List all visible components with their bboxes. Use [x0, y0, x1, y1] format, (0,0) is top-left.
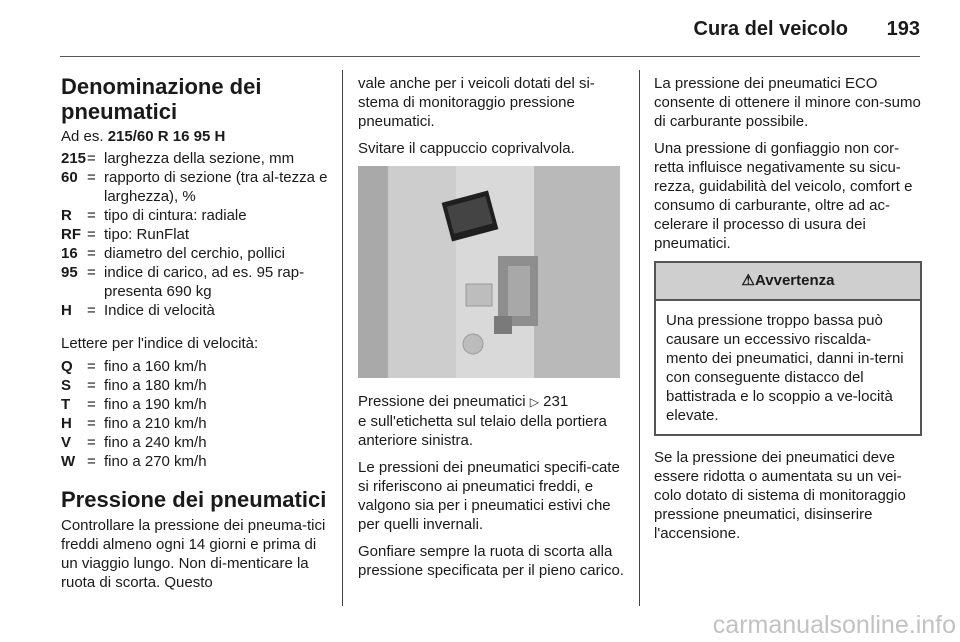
paragraph: Una pressione di gonfiaggio non cor-retta influisce negativamente su sicu-rezza, guidabilità del veicolo, comfort e consumo di carburante, oltre ad ac-celerare il processo di usura dei pneumatici. [654, 140, 913, 252]
definition-val: larghezza della sezione, mm [104, 150, 295, 167]
section-heading: Denominazione dei pneumatici [61, 74, 262, 124]
column-divider [342, 70, 343, 606]
definition-val: Indice di velocità [104, 302, 215, 319]
paragraph: La pressione dei pneumatici ECO consente di ottenere il minore con-sumo di carburante possibile. [654, 75, 921, 130]
definition-val: fino a 160 km/h [104, 358, 207, 375]
paragraph: Se la pressione dei pneumatici deve essere ridotta o aumentata su un vei-colo dotato di sistema di monitoraggio pressione pneumatici, disinserire l'accensione. [654, 449, 906, 542]
example-code: 215/60 R 16 95 H [107, 128, 226, 145]
example-prefix: Ad es. [61, 128, 104, 145]
definition-eq: = [87, 302, 96, 319]
definition-key: S [61, 377, 72, 394]
column-divider [639, 70, 640, 606]
definition-key: T [61, 396, 71, 413]
warning-title: Avvertenza [754, 272, 835, 289]
definition-eq: = [87, 377, 96, 394]
definition-eq: = [87, 358, 96, 375]
definition-key: R [61, 207, 72, 224]
definition-val: diametro del cerchio, pollici [104, 245, 285, 262]
definition-eq: = [87, 207, 96, 224]
definition-val: fino a 270 km/h [104, 453, 207, 470]
definition-row [61, 414, 329, 433]
speed-list [61, 357, 329, 471]
definition-val: rapporto di sezione (tra al-tezza e larghezza), % [104, 169, 328, 205]
definition-key: W [61, 453, 76, 470]
warning-body: Una pressione troppo bassa può causare un eccessivo riscalda-mento dei pneumatici, danni in-terni con conseguente distacco del battistrada e lo scoppio a ve-locità elevate. [666, 312, 904, 424]
warning-triangle-icon: ⚠ [741, 272, 755, 289]
watermark: carmanualsonline.info [712, 611, 956, 639]
definition-row [61, 168, 329, 206]
paragraph: e sull'etichetta sul telaio della portiera anteriore sinistra. [358, 413, 607, 449]
definition-val: fino a 180 km/h [104, 377, 207, 394]
definition-key: 215 [61, 150, 87, 167]
definition-key: 16 [61, 245, 78, 262]
example-line [61, 127, 329, 146]
header-rule [60, 56, 920, 57]
speed-intro: Lettere per l'indice di velocità: [61, 335, 259, 352]
definition-row [61, 206, 329, 225]
definition-list [61, 149, 329, 320]
definition-val: fino a 240 km/h [104, 434, 207, 451]
definition-val: indice di carico, ad es. 95 rap-presenta 690 kg [104, 264, 305, 300]
reference-arrow-icon: ▷ [529, 395, 539, 409]
column-3 [654, 74, 922, 551]
paragraph: Le pressioni dei pneumatici specifi-cate si riferiscono ai pneumatici freddi, e valgono sia per i pneumatici estivi che per quelli invernali. [358, 459, 620, 533]
pressure-paragraph: Controllare la pressione dei pneuma-tici freddi almeno ogni 14 giorni e prima di un viaggio lungo. Non di-menticare la ruota di scorta. Questo [61, 517, 326, 591]
definition-key: RF [61, 226, 81, 243]
paragraph: vale anche per i veicoli dotati del si-stema di monitoraggio pressione pneumatici. [358, 75, 595, 130]
definition-eq: = [87, 150, 96, 167]
definition-key: Q [61, 358, 73, 375]
definition-row [61, 433, 329, 452]
definition-eq: = [87, 415, 96, 432]
definition-eq: = [87, 453, 96, 470]
definition-row [61, 376, 329, 395]
definition-eq: = [87, 245, 96, 262]
column-2 [358, 74, 624, 588]
definition-row [61, 395, 329, 414]
definition-row [61, 263, 329, 301]
definition-key: V [61, 434, 72, 451]
warning-title-bar [656, 263, 920, 301]
reference-page: 231 [543, 393, 569, 410]
page-number: 193 [886, 18, 920, 40]
definition-eq: = [87, 264, 96, 281]
definition-row [61, 452, 329, 471]
page-header [0, 0, 960, 60]
definition-val: fino a 190 km/h [104, 396, 207, 413]
reference-line [358, 392, 624, 412]
definition-key: H [61, 415, 72, 432]
definition-eq: = [87, 396, 96, 413]
paragraph: Gonfiare sempre la ruota di scorta alla pressione specificata per il pieno carico. [358, 543, 624, 579]
paragraph: Svitare il cappuccio coprivalvola. [358, 140, 575, 157]
door-frame-photo [358, 166, 620, 378]
definition-key: 60 [61, 169, 78, 186]
definition-row [61, 225, 329, 244]
warning-box [654, 261, 922, 436]
definition-val: fino a 210 km/h [104, 415, 207, 432]
definition-row [61, 301, 329, 320]
definition-key: H [61, 302, 72, 319]
column-1 [61, 74, 329, 600]
definition-row [61, 149, 329, 168]
definition-val: tipo: RunFlat [104, 226, 190, 243]
definition-val: tipo di cintura: radiale [104, 207, 247, 224]
chapter-title: Cura del veicolo [693, 18, 848, 40]
definition-row [61, 357, 329, 376]
definition-eq: = [87, 434, 96, 451]
section-heading-2: Pressione dei pneumatici [61, 487, 327, 512]
definition-eq: = [87, 226, 96, 243]
definition-eq: = [87, 169, 96, 186]
reference-label: Pressione dei pneumatici [358, 393, 526, 410]
door-frame-illustration [358, 166, 620, 378]
definition-key: 95 [61, 264, 78, 281]
definition-row [61, 244, 329, 263]
